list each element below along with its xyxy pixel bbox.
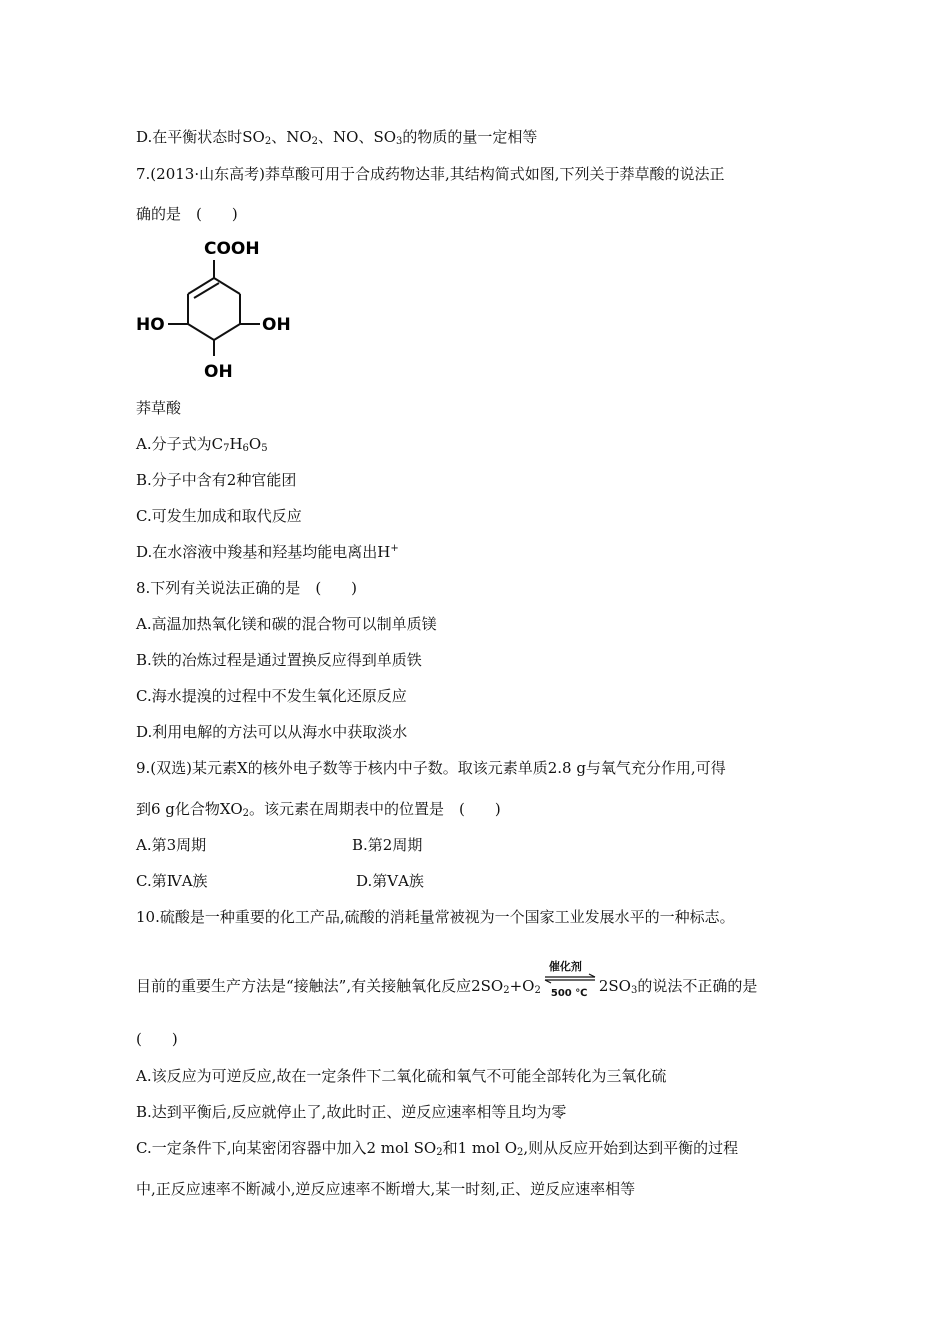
q9-option-c: C.第ⅣA族 <box>136 872 208 890</box>
q9-option-a: A.第3周期 <box>136 836 207 854</box>
q8-option-a: A.高温加热氧化镁和碳的混合物可以制单质镁 <box>136 615 437 633</box>
q9-option-b: B.第2周期 <box>352 836 423 854</box>
q9-stem-line2: 到6 g化合物$XO_2$。该元素在周期表中的位置是 ( ) <box>136 800 501 819</box>
q7-option-d: D.在水溶液中羧基和羟基均能电离出H+ <box>136 543 399 561</box>
q8-option-d: D.利用电解的方法可以从海水中获取淡水 <box>136 723 408 741</box>
q8-stem: 8.下列有关说法正确的是 ( ) <box>136 579 358 597</box>
q7-option-c: C.可发生加成和取代反应 <box>136 507 302 525</box>
q10-stem-line1: 10.硫酸是一种重要的化工产品,硫酸的消耗量常被视为一个国家工业发展水平的一种标志。 <box>136 908 735 926</box>
q8-option-c: C.海水提溴的过程中不发生氧化还原反应 <box>136 687 407 705</box>
q10-stem-line3: ( ) <box>136 1030 178 1048</box>
q8-option-b: B.铁的冶炼过程是通过置换反应得到单质铁 <box>136 651 422 669</box>
q10-option-a: A.该反应为可逆反应,故在一定条件下二氧化硫和氧气不可能全部转化为三氧化硫 <box>136 1067 667 1085</box>
oh-bottom-label: OH <box>204 362 233 382</box>
q10-stem-line2: 目前的重要生产方法是“接触法”,有关接触氧化反应$2SO_2+O_2$ 催化剂 500 ℃ $2SO_3$的说法不正确的是 <box>136 976 757 997</box>
q10-option-c-line1: C.一定条件下,向某密闭容器中加入2 mol $SO_2$和1 mol $O_2$,则从反应开始到达到平衡的过程 <box>136 1139 739 1158</box>
q9-option-d: D.第ⅤA族 <box>356 872 424 890</box>
q7-stem-line2: 确的是 ( ) <box>136 205 238 223</box>
q6-option-d: D.在平衡状态时$SO_2$、$NO_2$、NO、$SO_3$的物质的量一定相等 <box>136 128 538 147</box>
oh-right-label: OH <box>262 315 291 335</box>
q10-option-b: B.达到平衡后,反应就停止了,故此时正、逆反应速率相等且均为零 <box>136 1103 567 1121</box>
q7-stem-line1: 7.(2013·山东高考)莽草酸可用于合成药物达菲,其结构简式如图,下列关于莽草酸的说法正 <box>136 165 725 183</box>
q7-compound-name: 莽草酸 <box>136 399 182 417</box>
ho-left-label: HO <box>136 315 165 335</box>
q7-option-a: A.分子式为$C_7H_6O_5$ <box>136 435 268 454</box>
shikimic-acid-structure <box>132 232 302 382</box>
reaction-equilibrium-arrow <box>543 960 597 999</box>
catalyst-label: 催化剂 <box>548 960 582 973</box>
temperature-label: 500 ℃ <box>550 988 588 999</box>
q10-option-c-line2: 中,正反应速率不断减小,逆反应速率不断增大,某一时刻,正、逆反应速率相等 <box>136 1180 636 1198</box>
q7-option-b: B.分子中含有2种官能团 <box>136 471 297 489</box>
q9-stem-line1: 9.(双选)某元素X的核外电子数等于核内中子数。取该元素单质2.8 g与氧气充分作用,可得 <box>136 759 726 777</box>
cooh-label: COOH <box>204 239 260 259</box>
